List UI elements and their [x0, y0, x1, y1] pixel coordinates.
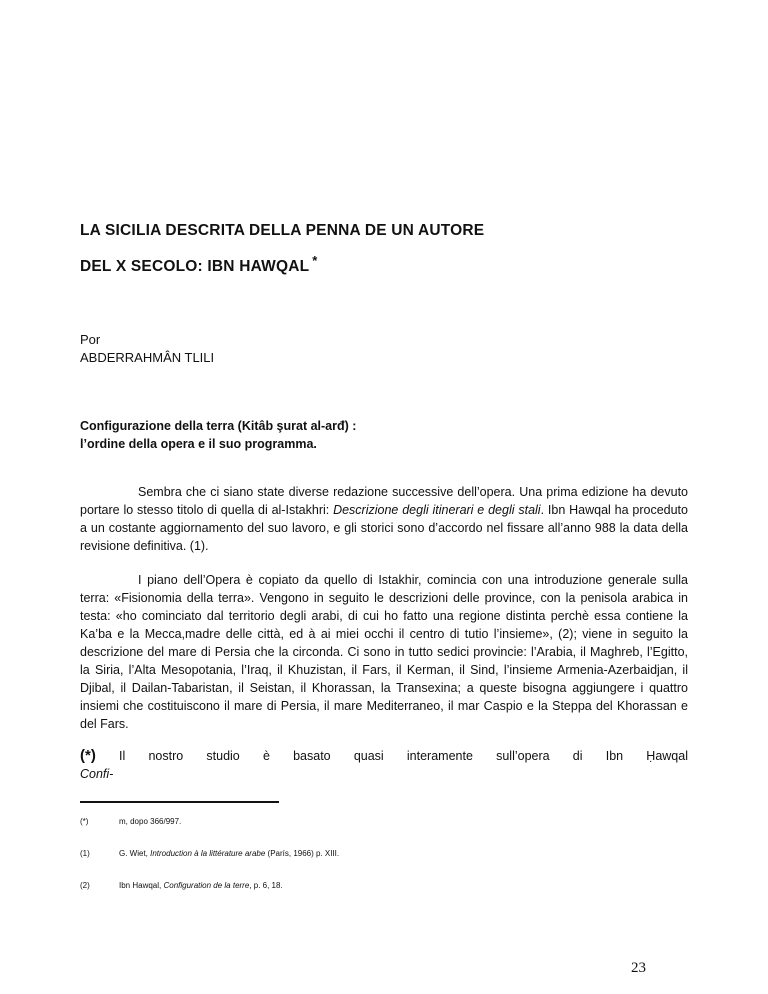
- author-name: ABDERRAHMÂN TLILI: [80, 350, 215, 365]
- footnote-separator: [80, 801, 279, 803]
- paragraph-3-italic: Confi-: [80, 767, 114, 781]
- footnote-text-pre: G. Wiet,: [119, 849, 151, 858]
- paragraph-1-text-c: . Ibn Hawqal ha proceduto a un costante aggiornamento del suo lavoro, e gli storici sono d’accordo nel fissare all’anno 988 la data della revisione definitiva. (1).: [80, 503, 688, 553]
- author-block: [80, 331, 214, 367]
- article-title: [80, 216, 700, 282]
- footnotes: [80, 817, 680, 913]
- footnote-text-pre: Ibn Hawqal,: [119, 881, 164, 890]
- body-text: [80, 483, 688, 799]
- paragraph-1-italic-title: Descrizione degli itinerari e degli stali: [333, 503, 541, 517]
- paragraph-1: [80, 483, 688, 555]
- author-prefix: Por: [80, 332, 101, 347]
- footnote-marker: (2): [80, 881, 90, 890]
- title-line-2-text: DEL X SECOLO: IBN HAWQAL: [80, 258, 310, 275]
- title-footnote-star: *: [312, 253, 318, 268]
- footnote-marker: (*): [80, 817, 89, 826]
- footnote: [80, 849, 680, 859]
- footnote-marker: (1): [80, 849, 90, 858]
- page-number: 23: [631, 960, 646, 976]
- footnote: [80, 817, 680, 827]
- paragraph-3-text: Il nostro studio è basato quasi interamente sull’opera di Ibn Ḥawqal: [95, 749, 688, 763]
- paragraph-3: [80, 747, 688, 783]
- footnote-text-italic: Configuration de la terre: [163, 881, 250, 890]
- footnote-text-post: (París, 1966) p. XIII.: [265, 849, 340, 858]
- footnote-text-post: , p. 6, 18.: [249, 881, 283, 890]
- footnote-text: [119, 881, 283, 891]
- paragraph-2: I piano dell’Opera è copiato da quello di Istakhir, comincia con una introduzione generale sulla terra: «Fisionomia della terra». Vengono in seguito le descrizioni delle province, con la penisola arabica in testa: «ho cominciato dal territorio degli arabi, di cui ho fatto una regione distinta perchè essa contiene la Ka’ba e la Mecca,madre delle città, ed à ai miei occhi il centro di tutio l’insieme», (2); viene in seguito la descrizione del mare di Persia che la circonda. Ci sono in tutto sedici provincie: l’Arabia, il Maghreb, l’Egitto, la Siria, l’Alta Mesopotania, l’Iraq, il Khuzistan, il Fars, il Kerman, il Sind, l’insieme Armenia-Azerbaidjan, il Djibal, il Dailan-Tabaristan, il Seistan, il Khorassan, la Transexina; a queste bisogna aggiungere i quattro insiemi che costituiscono il mare di Persia, il mare Mediterraneo, il mar Caspio e la Steppa del Khorassan e del Fars.: [80, 573, 688, 731]
- footnote-text: m, dopo 366/997.: [119, 817, 182, 826]
- footnote-text-italic: Introduction à la littérature arabe: [150, 849, 266, 858]
- paragraph-3-marker: (*): [80, 747, 96, 764]
- paragraph-1-text-a: Sembra che ci siano state diverse redazione successive dell’opera. Una prima edizione ha devuto portare lo stesso titolo di quella di al-Istakhri:: [80, 485, 688, 517]
- footnote: [80, 881, 680, 891]
- title-line-1: LA SICILIA DESCRITA DELLA PENNA DE UN AUTORE: [80, 222, 485, 239]
- section-heading: [80, 417, 700, 453]
- section-heading-line-2: l’ordine della opera e il suo programma.: [80, 437, 317, 451]
- section-heading-line-1: Configurazione della terra (Kitâb şurat al-arđ) :: [80, 419, 357, 433]
- title-line-2: [80, 246, 700, 282]
- footnote-text: [119, 849, 339, 859]
